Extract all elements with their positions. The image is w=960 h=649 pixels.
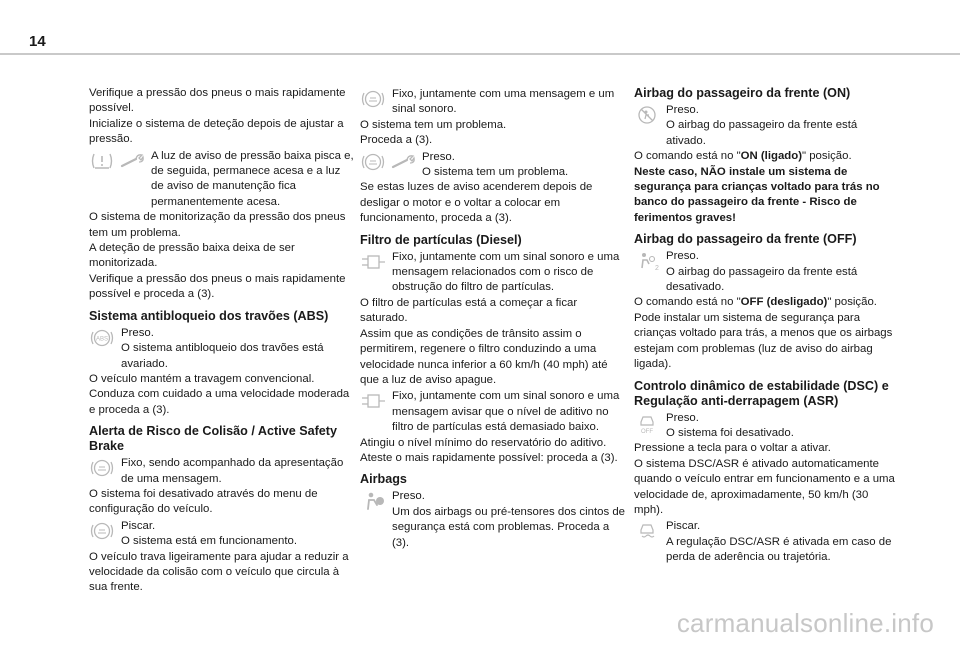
indicator-text: O airbag do passageiro da frente está ativado.	[666, 119, 858, 147]
indicator-airbag-on	[634, 103, 899, 149]
passenger-airbag-on-icon	[634, 104, 660, 126]
paragraph: Pode instalar um sistema de segurança para crianças voltado para trás, a menos que os airbags estejam com problemas (luz de aviso do airbag ligada).	[634, 311, 893, 371]
column-2	[360, 86, 625, 551]
column-1	[89, 86, 354, 596]
brake-system-icon	[360, 151, 386, 173]
indicator-text: O airbag do passageiro da frente está desativado.	[666, 265, 858, 294]
dsc-skid-icon	[634, 520, 660, 542]
indicator-text: O sistema foi desativado.	[666, 426, 794, 439]
tyre-pressure-warning-icon	[89, 150, 115, 172]
paragraph: Proceda a (3).	[360, 134, 433, 147]
indicator-abs	[89, 326, 354, 372]
paragraph: O sistema de monitorização da pressão dos pneus tem um problema.	[89, 211, 346, 239]
airbag-icon	[360, 490, 386, 512]
particle-filter-icon	[360, 251, 386, 273]
indicator-state: Fixo, juntamente com um sinal sonoro e uma mensagem relacionados com o risco de obstrução do filtro de partículas.	[392, 250, 620, 294]
indicator-state: Fixo, sendo acompanhado da apresentação de uma mensagem.	[121, 457, 344, 485]
indicator-text: A regulação DSC/ASR é ativada em caso de perda de aderência ou trajetória.	[666, 535, 892, 564]
paragraph: Verifique a pressão dos pneus o mais rapidamente possível e proceda a (3).	[89, 272, 346, 301]
indicator-state: Preso.	[666, 411, 699, 424]
indicator-particle-filter-2	[360, 389, 625, 435]
indicator-state: Piscar.	[121, 519, 156, 532]
section-heading-abs: Sistema antibloqueio dos travões (ABS)	[89, 308, 329, 323]
paragraph: Verifique a pressão dos pneus o mais rapidamente possível.	[89, 87, 346, 115]
indicator-tyre-pressure	[89, 149, 354, 211]
header-rule	[0, 53, 960, 55]
indicator-system-fault-2	[360, 150, 625, 181]
indicator-state: Preso.	[666, 250, 699, 263]
safety-warning: Neste caso, NÃO instale um sistema de segurança para crianças voltado para trás no banco do passageiro da frente - Risco de ferimentos graves!	[634, 165, 880, 224]
indicator-state: Preso.	[121, 326, 154, 339]
dsc-off-icon	[634, 412, 660, 434]
indicator-dsc-flashing	[634, 519, 899, 565]
column-3	[634, 86, 899, 566]
indicator-text: O sistema antibloqueio dos travões está avariado.	[121, 342, 324, 370]
paragraph: A deteção de pressão baixa deixa de ser monitorizada.	[89, 242, 295, 270]
paragraph: O sistema DSC/ASR é ativado automaticamente quando o veículo entrar em funcionamento e a uma velocidade de, aproximadamente, 50 km/h (30 mph).	[634, 457, 895, 516]
indicator-system-fault	[360, 87, 625, 118]
indicator-particle-filter-1	[360, 250, 625, 296]
abs-icon-label: ABS	[95, 336, 109, 343]
indicator-state: Fixo, juntamente com um sinal sonoro e uma mensagem avisar que o nível de aditivo no filtro de partículas está demasiado baixo.	[392, 390, 620, 434]
paragraph: Inicialize o sistema de deteção depois de ajustar a pressão.	[89, 117, 344, 146]
paragraph: O sistema tem um problema.	[360, 118, 507, 131]
svg-text:2: 2	[655, 265, 659, 273]
paragraph: O filtro de partículas está a começar a ficar saturado.	[360, 296, 578, 325]
indicator-dsc-off	[634, 411, 899, 442]
paragraph: Se estas luzes de aviso acenderem depois de desligar o motor e o voltar a colocar em funcionamento, proceda a (3).	[360, 181, 593, 225]
indicator-airbag-off	[634, 249, 899, 295]
section-heading-dsc: Controlo dinâmico de estabilidade (DSC) e Regulação anti-derrapagem (ASR)	[634, 378, 889, 408]
paragraph: Atingiu o nível mínimo do reservatório do aditivo. Ateste o mais rapidamente possível: proceda a (3).	[360, 436, 618, 464]
paragraph-command-off: O comando está no "OFF (desligado)" posição.	[634, 296, 877, 309]
passenger-airbag-off-icon	[634, 250, 660, 272]
dsc-off-icon-label: OFF	[641, 428, 653, 434]
paragraph: O veículo mantém a travagem convencional.	[89, 372, 315, 385]
paragraph: O sistema foi desativado através do menu de configuração do veículo.	[89, 487, 318, 516]
service-wrench-icon	[119, 150, 145, 172]
indicator-collision-flashing	[89, 519, 354, 550]
indicator-state: Preso.	[666, 104, 699, 116]
section-heading-airbag-on: Airbag do passageiro da frente (ON)	[634, 86, 851, 100]
section-heading-particle-filter: Filtro de partículas (Diesel)	[360, 232, 522, 247]
particle-filter-icon	[360, 390, 386, 412]
indicator-text: O sistema está em funcionamento.	[121, 535, 298, 548]
paragraph: Conduza com cuidado a uma velocidade moderada e proceda a (3).	[89, 388, 350, 416]
paragraph: Assim que as condições de trânsito assim o permitirem, regenere o filtro conduzindo a uma velocidade nunca inferior a 60 km/h (40 mph) até que a luz de aviso apague.	[360, 327, 608, 386]
watermark: carmanualsonline.info	[676, 608, 934, 638]
indicator-text: A luz de aviso de pressão baixa pisca e, de seguida, permanece acesa e a luz de aviso de manutenção fica permanentemente acesa.	[151, 149, 354, 208]
indicator-text: O sistema tem um problema.	[422, 166, 569, 179]
indicator-airbags	[360, 489, 625, 551]
collision-alert-icon	[89, 520, 115, 542]
indicator-collision-fixed	[89, 456, 354, 487]
brake-system-icon	[360, 88, 386, 110]
abs-warning-icon	[89, 327, 115, 349]
paragraph: O veículo trava ligeiramente para ajudar a reduzir a velocidade da colisão com o veículo que circula à sua frente.	[89, 550, 349, 594]
indicator-text: Um dos airbags ou pré-tensores dos cintos de segurança está com problemas. Proceda a (3).	[392, 505, 625, 549]
indicator-state: Preso.	[422, 150, 455, 163]
indicator-state: Piscar.	[666, 520, 701, 533]
indicator-state: Preso.	[392, 490, 425, 503]
collision-alert-icon	[89, 457, 115, 479]
paragraph-command-on: O comando está no "ON (ligado)" posição.	[634, 150, 852, 163]
section-heading-airbags: Airbags	[360, 472, 407, 487]
section-heading-airbag-off: Airbag do passageiro da frente (OFF)	[634, 232, 857, 247]
indicator-state: Fixo, juntamente com uma mensagem e um sinal sonoro.	[392, 88, 615, 116]
service-wrench-icon	[390, 151, 416, 173]
section-heading-collision: Alerta de Risco de Colisão / Active Safety Brake	[89, 424, 337, 454]
paragraph: Pressione a tecla para o voltar a ativar.	[634, 442, 831, 455]
page-number: 14	[29, 33, 46, 50]
